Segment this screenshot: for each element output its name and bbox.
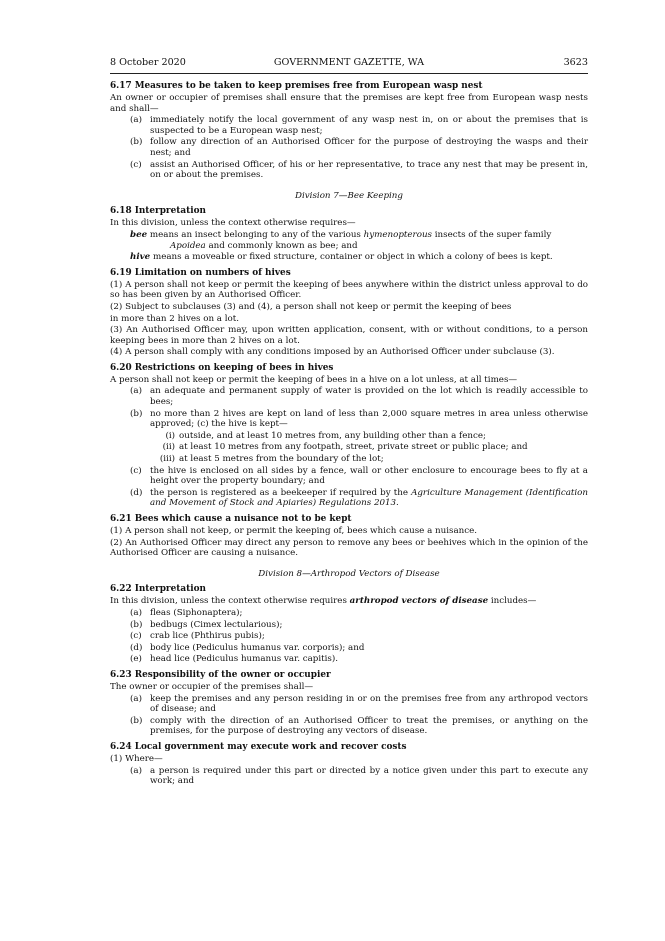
section-6-18 xyxy=(110,206,588,262)
sub-item-text: outside, and at least 10 metres from, any building other than a fence; xyxy=(179,430,486,441)
item-text: bedbugs (Cimex lectularious); xyxy=(150,619,283,630)
item-label: (a) xyxy=(130,607,142,618)
item-text: follow any direction of an Authorised Officer for the purpose of destroying the wasps and their nest; and xyxy=(150,137,588,158)
section-heading: 6.24 Local government may execute work and recover costs xyxy=(110,741,407,752)
item-label: (c) xyxy=(130,465,142,476)
section-heading: 6.22 Interpretation xyxy=(110,584,206,595)
header-date: 8 October 2020 xyxy=(110,57,186,68)
subclause: (3) An Authorised Officer may, upon written application, consent, with or without conditions, to a person keeping bees in more than 2 hives on a lot. xyxy=(110,325,588,346)
section-heading: 6.23 Responsibility of the owner or occupier xyxy=(110,669,331,680)
section-6-23 xyxy=(110,670,588,737)
section-6-22 xyxy=(110,584,588,665)
item-text: body lice (Pediculus humanus var. corporis); and xyxy=(150,642,365,653)
list-item xyxy=(110,488,588,509)
section-6-20 xyxy=(110,363,588,509)
section-6-19 xyxy=(110,268,588,358)
defined-term: bee xyxy=(130,229,148,240)
item-label: (b) xyxy=(130,619,143,630)
section-intro: In this division, unless the context otherwise requires— xyxy=(110,218,356,229)
item-text: head lice (Pediculus humanus var. capitis). xyxy=(150,654,339,665)
subclause: (2) Subject to subclauses (3) and (4), a person shall not keep or permit the keeping of bees xyxy=(110,301,512,312)
item-label: (c) xyxy=(130,631,142,642)
definition-text: insects of the super family xyxy=(432,229,552,240)
subclause: (1) Where— xyxy=(110,753,163,764)
subclause: (2) An Authorised Officer may direct any person to remove any bees or beehives which in the opinion of the Authorised Officer are causing a nuisance. xyxy=(110,537,588,559)
item-text: fleas (Siphonaptera); xyxy=(150,607,243,618)
item-text: an adequate and permanent supply of water is provided on the lot which is readily accessible to bees; xyxy=(150,386,588,408)
header-title: GOVERNMENT GAZETTE, WA xyxy=(273,57,425,68)
definition-text: means an insect belonging to any of the various xyxy=(147,229,364,240)
definition-text: and commonly known as bee; and xyxy=(205,240,358,251)
sub-item-text: at least 5 metres from the boundary of the lot; xyxy=(179,454,384,465)
section-intro: A person shall not keep or permit the keeping of bees in a hive on a lot unless, at all times— xyxy=(110,374,518,385)
item-label: (c) xyxy=(130,159,142,170)
item-label: (d) xyxy=(130,642,143,653)
subclause-continuation: in more than 2 hives on a lot. xyxy=(110,313,240,324)
section-6-17 xyxy=(110,81,588,181)
definition-hive xyxy=(110,252,588,263)
subclause: (1) A person shall not keep, or permit the keeping of, bees which cause a nuisance. xyxy=(110,526,477,536)
item-text: a person is required under this part or directed by a notice given under this part to execute any work; and xyxy=(150,765,588,787)
item-label: (b) xyxy=(130,137,143,148)
list-item xyxy=(110,694,588,715)
definition-text: means a moveable or fixed structure, container or object in which a colony of bees is kept. xyxy=(150,252,553,263)
page-header xyxy=(110,58,588,70)
section-intro: An owner or occupier of premises shall ensure that the premises are kept free from European wasp nests and shall— xyxy=(110,93,588,114)
sub-item xyxy=(110,431,588,442)
division-8-heading: Division 8—Arthropod Vectors of Disease xyxy=(258,568,440,579)
item-label: (b) xyxy=(130,715,143,726)
item-text: no more than 2 hives are kept on land of less than 2,000 square metres in area unless otherwise approved; (c) the hive is kept— xyxy=(150,408,588,430)
list-item xyxy=(110,160,588,181)
item-label: (a) xyxy=(130,693,142,704)
list-item xyxy=(110,766,588,787)
list-item xyxy=(110,608,588,619)
definition-bee xyxy=(110,230,588,251)
section-heading: 6.17 Measures to be taken to keep premises free from European wasp nest xyxy=(110,81,483,91)
list-item xyxy=(110,137,588,158)
section-6-24 xyxy=(110,742,588,787)
list-item xyxy=(110,386,588,407)
sub-item-label: (iii) xyxy=(159,454,175,465)
list-item xyxy=(110,409,588,430)
item-text: crab lice (Phthirus pubis); xyxy=(150,631,265,642)
section-intro xyxy=(110,596,588,607)
sub-item-text: at least 10 metres from any footpath, street, private street or public place; and xyxy=(179,442,528,453)
item-text: immediately notify the local government of any wasp nest in, on or about the premises that is suspected to be a European wasp nest; xyxy=(150,115,588,136)
defined-term: arthropod vectors of disease xyxy=(349,596,489,607)
item-text: the hive is enclosed on all sides by a fence, wall or other enclosure to encourage bees to fly at a height over the property boundary; and xyxy=(150,465,588,487)
header-page-number: 3623 xyxy=(563,57,588,68)
gazette-page xyxy=(110,58,588,792)
section-6-21 xyxy=(110,514,588,559)
sub-item xyxy=(110,454,588,465)
list-item xyxy=(110,643,588,654)
item-text: comply with the direction of an Authorised Officer to treat the premises, or anything on the premises, for the purpose of destroying any vectors of disease. xyxy=(150,715,588,737)
header-rule xyxy=(110,73,588,74)
list-item xyxy=(110,466,588,487)
section-heading: 6.18 Interpretation xyxy=(110,206,206,217)
item-label: (b) xyxy=(130,408,143,419)
sub-item xyxy=(110,442,588,453)
list-item xyxy=(110,115,588,136)
section-intro: The owner or occupier of the premises shall— xyxy=(110,681,314,692)
section-heading: 6.20 Restrictions on keeping of bees in hives xyxy=(110,362,334,373)
section-heading: 6.19 Limitation on numbers of hives xyxy=(110,267,291,278)
intro-text: includes— xyxy=(488,596,537,607)
sub-item-label: (ii) xyxy=(162,442,175,453)
list-item xyxy=(110,716,588,737)
section-heading: 6.21 Bees which cause a nuisance not to be kept xyxy=(110,514,352,524)
list-item xyxy=(110,620,588,631)
item-label: (a) xyxy=(130,765,142,776)
item-label: (a) xyxy=(130,386,142,397)
sub-item-label: (i) xyxy=(165,430,175,441)
item-label: (e) xyxy=(130,654,142,665)
division-7-heading: Division 7—Bee Keeping xyxy=(295,190,403,201)
item-text: keep the premises and any person residing in or on the premises free from any arthropod vectors of disease; and xyxy=(150,693,588,715)
item-text: assist an Authorised Officer, of his or her representative, to trace any nest that may be present in, on or about the premises. xyxy=(150,159,588,181)
item-text: the person is registered as a beekeeper if required by the xyxy=(150,487,412,498)
definition-italic: Apoidea xyxy=(170,240,206,251)
list-item xyxy=(110,631,588,642)
subclause: (4) A person shall comply with any conditions imposed by an Authorised Officer under subclause (3). xyxy=(110,347,555,358)
intro-text: In this division, unless the context otherwise requires xyxy=(110,596,350,607)
item-label: (d) xyxy=(130,487,143,498)
item-label: (a) xyxy=(130,115,142,126)
list-item xyxy=(110,654,588,665)
act-title: Agriculture Management (Identification and Movement of Stock and Apiaries) Regulations 2013. xyxy=(150,487,588,509)
definition-italic: hymenopterous xyxy=(363,229,432,240)
defined-term: hive xyxy=(130,252,151,263)
subclause: (1) A person shall not keep or permit the keeping of bees anywhere within the district unless approval to do so has been given by an Authorised Officer. xyxy=(110,279,588,301)
